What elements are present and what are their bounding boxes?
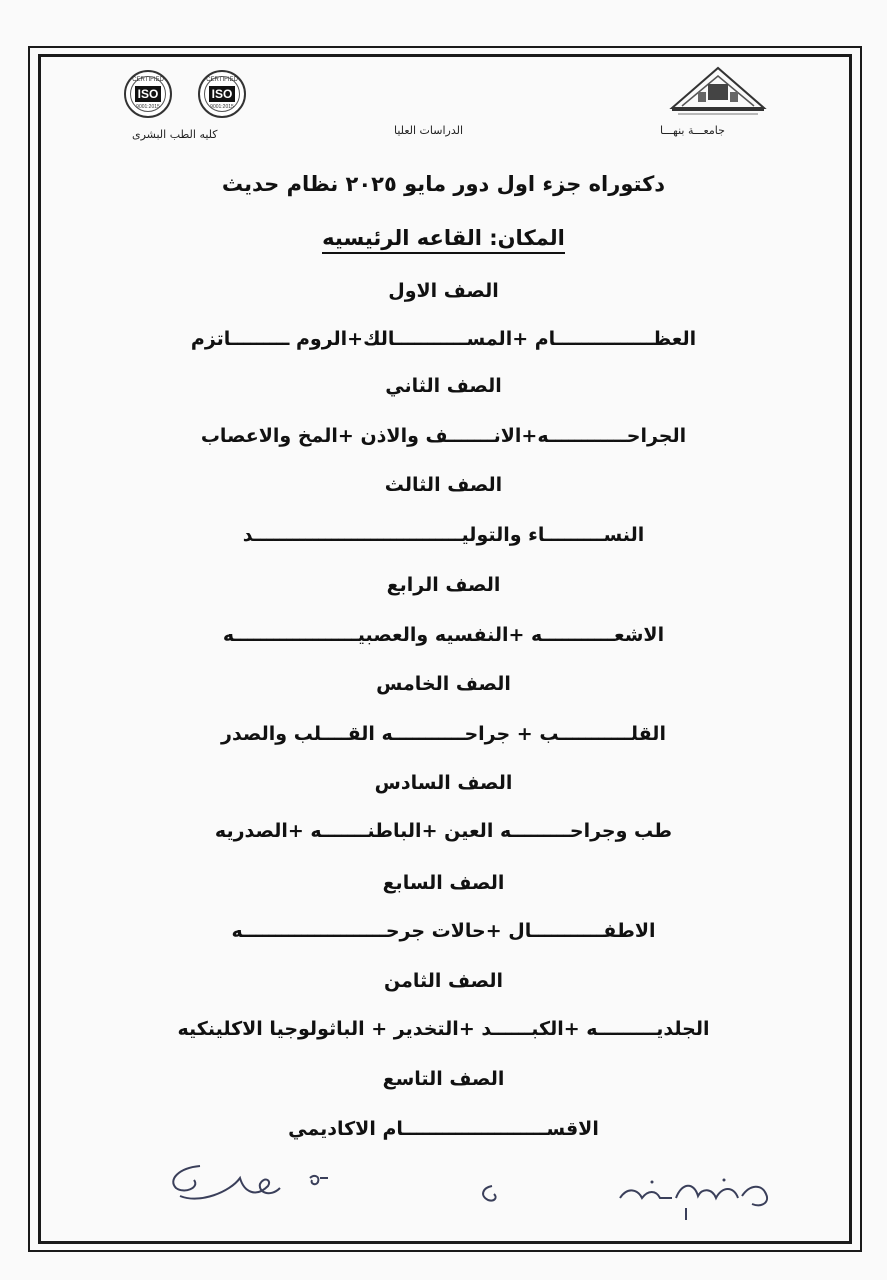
row-subjects: الجلديـــــــــه +الكبــــــد +التخدير + الباثولوجيا الاكلينكيه <box>177 1018 710 1040</box>
row-label: الصف السادس <box>374 772 513 794</box>
row-label: الصف الثامن <box>383 970 503 992</box>
row-subjects: الاشعـــــــــــه +النفسيه والعصبيـــــــــــــــــــه <box>222 624 665 646</box>
row-label: الصف التاسع <box>382 1068 505 1090</box>
row-subjects: العظـــــــــــــــام +المســـــــــــالك+الروم ـــــــــاتزم <box>190 328 697 350</box>
row-label: الصف الرابع <box>386 574 501 596</box>
row-subjects: الاطفـــــــــــال +حالات جرحــــــــــــــــــــــه <box>231 920 656 942</box>
exam-place-text: المكان: القاعه الرئيسيه <box>322 226 565 254</box>
row-subjects: الجراحــــــــــــه+الانـــــــف والاذن +المخ والاعصاب <box>200 425 687 447</box>
university-name: جامعـــة بنهـــا <box>660 124 725 137</box>
exam-place <box>0 226 887 250</box>
signature-right <box>612 1168 782 1224</box>
row-label: الصف الخامس <box>376 673 511 695</box>
row-label: الصف الثاني <box>385 375 502 397</box>
row-subjects: النســـــــــاء والتوليــــــــــــــــــــــــــــــــد <box>242 524 645 546</box>
row-subjects: القلـــــــــــب + جراحـــــــــــه القــــلب والصدر <box>221 723 666 745</box>
row-subjects: الاقســــــــــــــــــــــام الاكاديمي <box>288 1118 599 1140</box>
row-label: الصف الثالث <box>384 474 503 496</box>
row-label: الصف السابع <box>382 872 505 894</box>
university-logo <box>668 62 768 118</box>
iso-certification-badge: CERTIFIED ISO 9001:2015 <box>198 70 246 118</box>
row-label: الصف الاول <box>388 280 499 302</box>
signature-mark <box>470 1180 510 1210</box>
row-subjects: طب وجراحـــــــــه العين +الباطنـــــــه +الصدريه <box>214 820 673 842</box>
signature-left <box>160 1158 340 1214</box>
document-title: دكتوراه جزء اول دور مايو ٢٠٢٥ نظام حديث <box>221 172 666 196</box>
iso-certification-badge: CERTIFIED ISO 9001:2015 <box>124 70 172 118</box>
department-name: الدراسات العليا <box>394 124 463 137</box>
faculty-name: كليه الطب البشرى <box>132 128 218 141</box>
